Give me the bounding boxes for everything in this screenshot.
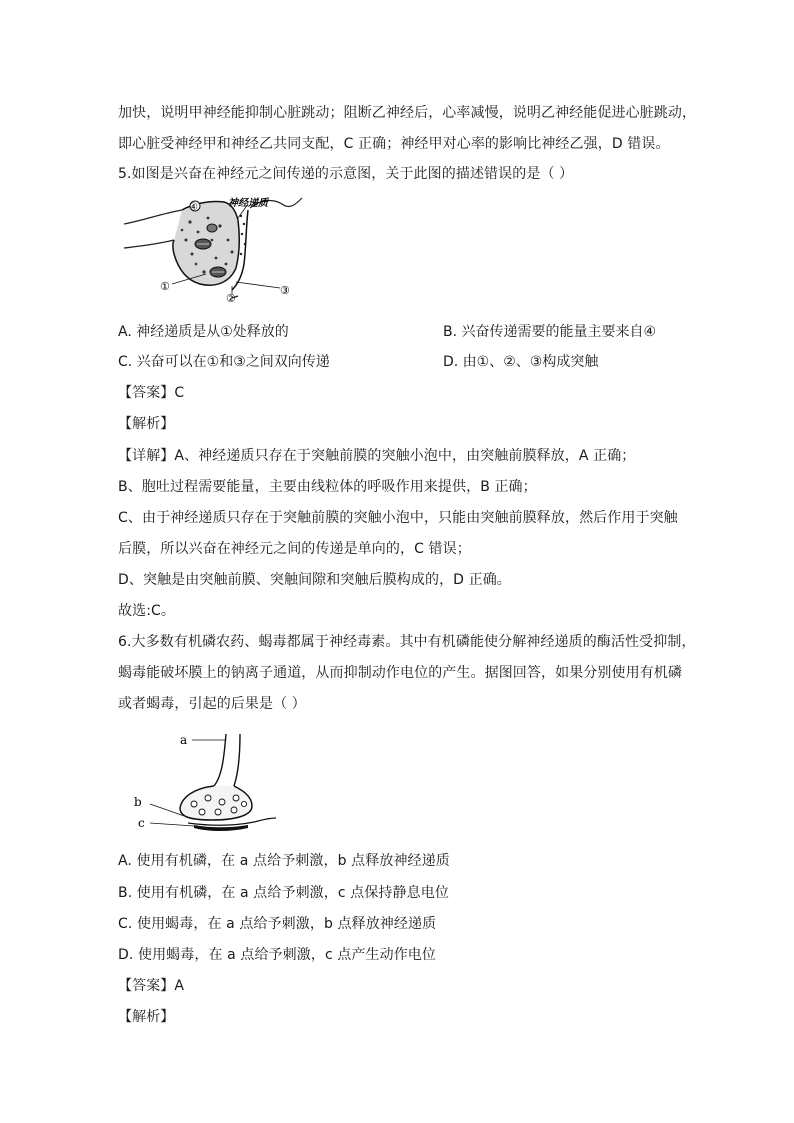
q5-analysis-line-2: B、胞吐过程需要能量，主要由线粒体的呼吸作用来提供，B 正确； bbox=[118, 479, 537, 495]
q5-option-b: B. 兴奋传递需要的能量主要来自④ bbox=[443, 324, 657, 340]
q6-synapse-figure bbox=[130, 728, 290, 836]
label-a: a bbox=[180, 733, 188, 747]
q6-option-d: D. 使用蝎毒，在 a 点给予刺激，c 点产生动作电位 bbox=[118, 947, 437, 963]
marker-1: ① bbox=[160, 280, 170, 293]
q5-analysis-heading: 【解析】 bbox=[118, 416, 175, 432]
q5-conclusion: 故选:C。 bbox=[118, 603, 175, 619]
q5-option-d: D. 由①、②、③构成突触 bbox=[443, 354, 599, 370]
marker-4: ④ bbox=[189, 202, 198, 213]
q6-option-b: B. 使用有机磷，在 a 点给予刺激，c 点保持静息电位 bbox=[118, 885, 449, 901]
q6-analysis-heading: 【解析】 bbox=[118, 1009, 175, 1025]
q5-option-c: C. 兴奋可以在①和③之间双向传递 bbox=[118, 354, 330, 370]
q6-option-a: A. 使用有机磷，在 a 点给予刺激，b 点释放神经递质 bbox=[118, 853, 450, 869]
q5-stem: 5.如图是兴奋在神经元之间传递的示意图，关于此图的描述错误的是（ ） bbox=[118, 166, 574, 182]
q6-stem-line-2: 蝎毒能破坏膜上的钠离子通道，从而抑制动作电位的产生。据图回答，如果分别使用有机磷 bbox=[118, 665, 682, 681]
q5-synapse-figure bbox=[120, 192, 305, 304]
label-b: b bbox=[134, 795, 142, 809]
label-neurotransmitter: 神经递质 bbox=[228, 198, 268, 209]
q5-analysis-line-3: C、由于神经递质只存在于突触前膜的突触小泡中，只能由突触前膜释放，然后作用于突触 bbox=[118, 510, 678, 526]
label-c: c bbox=[138, 816, 145, 830]
marker-2: ② bbox=[226, 292, 236, 304]
q5-answer: 【答案】C bbox=[118, 385, 185, 401]
q5-analysis-line-5: D、突触是由突触前膜、突触间隙和突触后膜构成的，D 正确。 bbox=[118, 572, 511, 588]
q6-stem-line-3: 或者蝎毒，引起的后果是（ ） bbox=[118, 696, 306, 712]
q5-analysis-line-4: 后膜，所以兴奋在神经元之间的传递是单向的，C 错误； bbox=[118, 541, 471, 557]
q6-stem-line-1: 6.大多数有机磷农药、蝎毒都属于神经毒素。其中有机磷能使分解神经递质的酶活性受抑制， bbox=[118, 634, 696, 650]
marker-3: ③ bbox=[280, 284, 290, 297]
intro-line-1: 加快，说明甲神经能抑制心脏跳动；阻断乙神经后，心率减慢，说明乙神经能促进心脏跳动， bbox=[118, 105, 697, 121]
q6-option-c: C. 使用蝎毒，在 a 点给予刺激，b 点释放神经递质 bbox=[118, 916, 437, 932]
q5-analysis-line-1: 【详解】A、神经递质只存在于突触前膜的突触小泡中，由突触前膜释放，A 正确； bbox=[118, 448, 636, 464]
q6-answer: 【答案】A bbox=[118, 978, 185, 994]
intro-line-2: 即心脏受神经甲和神经乙共同支配，C 正确；神经甲对心率的影响比神经乙强，D 错误。 bbox=[118, 136, 670, 152]
q5-option-a: A. 神经递质是从①处释放的 bbox=[118, 324, 289, 340]
